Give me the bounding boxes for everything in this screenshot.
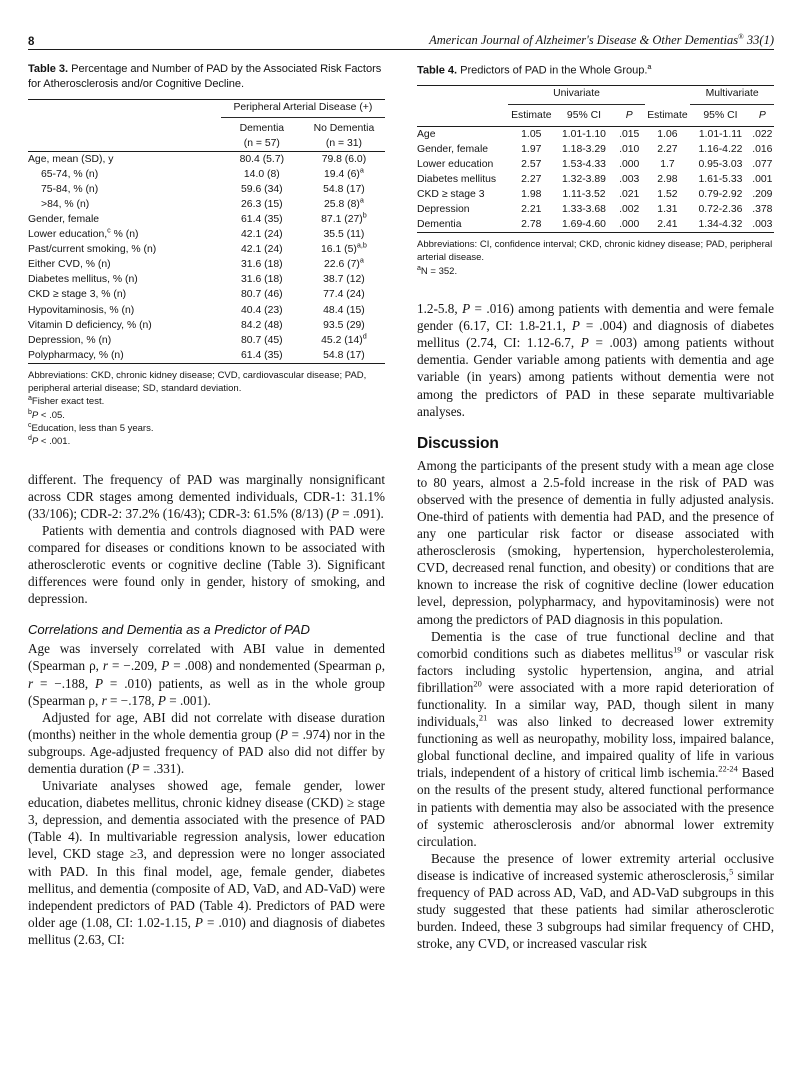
row-label: CKD ≥ stage 3 <box>417 188 485 200</box>
row-label: Dementia <box>417 217 508 233</box>
table3-group-header: Peripheral Arterial Disease (+) <box>221 99 385 117</box>
row-dementia-value: 80.7 (46) <box>241 289 283 301</box>
row-nodementia-value: 25.8 (8)$^a$ <box>324 195 364 210</box>
table-row <box>28 212 385 227</box>
registered-trademark-icon: ® <box>738 31 744 41</box>
table3-note-c: $^c$Education, less than 5 years. <box>28 421 154 435</box>
row-uni-p: .003 <box>619 173 640 185</box>
header-divider <box>28 49 774 50</box>
row-dementia-value: 40.4 (23) <box>241 304 283 316</box>
row-label: Lower education <box>417 158 494 170</box>
table-row <box>28 197 385 212</box>
table-row <box>417 142 774 157</box>
row-nodementia-value: 48.4 (15) <box>323 304 365 316</box>
table4-empty-corner <box>417 86 508 104</box>
table3-label: Table 3. <box>28 63 69 75</box>
table3-col-nodementia-n: (n = 31) <box>303 136 385 152</box>
row-label: Polypharmacy, % (n) <box>28 348 221 364</box>
table-row <box>417 187 774 202</box>
row-multi-estimate: 1.7 <box>660 158 675 170</box>
row-uni-p: .002 <box>619 203 640 215</box>
table-row <box>417 202 774 217</box>
table-row <box>28 167 385 182</box>
row-multi-p: .001 <box>752 173 773 185</box>
row-dementia-value: 80.7 (45) <box>241 334 283 346</box>
row-label: Hypovitaminosis, % (n) <box>28 304 135 316</box>
left-column <box>28 62 385 1078</box>
journal-title-text: American Journal of Alzheimer's Disease & Other Dementias <box>429 33 739 47</box>
table-row <box>417 157 774 172</box>
table4-subheader-multi-estimate: Estimate <box>645 104 691 126</box>
row-label: Gender, female <box>417 143 489 155</box>
row-label: 65-74, % (n) <box>41 168 99 180</box>
row-uni-p: .000 <box>619 158 640 170</box>
table-row <box>417 172 774 187</box>
row-dementia-value: 61.4 (35) <box>241 214 283 226</box>
table3-note-a: $^a$Fisher exact test. <box>28 395 105 408</box>
row-uni-ci: 1.53-4.33 <box>562 158 606 170</box>
table3-abbreviations: Abbreviations: CKD, chronic kidney disease; CVD, cardiovascular disease; PAD, peripheral arterial disease; SD, standard deviation. <box>28 369 367 395</box>
right-para-continued: 1.2-5.8, P = .016) among patients with dementia and were female gender (6.17, CI: 1.8-21.1, P = .004) and diagnosis of diabetes mellitus (2.74, CI: 1.12-6.7, P = .003) among patients without dementia. Gender variable among patients with dementia and age variable (in years) among patients without dementia were not among the predictors of PAD in these separate multivariable analyses. <box>417 301 774 419</box>
journal-running-title <box>429 32 774 48</box>
table3-group-header-row <box>28 99 385 117</box>
table-row <box>28 348 385 364</box>
row-multi-estimate: 1.31 <box>657 203 678 215</box>
table3-subheader-row-1 <box>28 117 385 136</box>
table-row <box>28 182 385 197</box>
spacer <box>28 453 385 471</box>
row-label: Lower education,$^c$ % (n) <box>28 225 139 241</box>
row-uni-estimate: 2.27 <box>521 173 542 185</box>
table-row <box>28 272 385 287</box>
row-multi-ci: 0.79-2.92 <box>698 188 743 200</box>
row-label: Either CVD, % (n) <box>28 259 111 271</box>
issue-number: 33(1) <box>746 33 774 47</box>
table4-group-header-multivariate: Multivariate <box>690 86 774 104</box>
table-row <box>28 227 385 242</box>
left-para-adjusted: Adjusted for age, ABI did not correlate with disease duration (months) neither in the whole dementia group (P = .974) nor in the subgroups. Age-adjusted frequency of PAD also did not differ by dementia duration (P = .331). <box>28 709 385 777</box>
row-multi-p: .378 <box>752 203 773 215</box>
table3-caption-text: Percentage and Number of PAD by the Associated Risk Factors for Atherosclerosis and/or Cognitive Decline. <box>28 63 382 90</box>
row-uni-ci: 1.01-1.10 <box>562 128 606 140</box>
row-nodementia-value: 38.7 (12) <box>323 274 365 286</box>
row-uni-ci: 1.69-4.60 <box>554 217 614 233</box>
row-label: Depression, % (n) <box>28 334 112 346</box>
row-multi-p: .016 <box>752 143 773 155</box>
row-uni-ci: 1.33-3.68 <box>562 203 606 215</box>
row-dementia-value: 26.3 (15) <box>241 198 283 210</box>
row-dementia-value: 31.6 (18) <box>241 259 283 271</box>
row-nodementia-value: 22.6 (7)$^a$ <box>324 255 364 271</box>
right-para-dementia: Dementia is the case of true functional decline and that comorbid conditions such as diabetes mellitus$^{19}$ or vascular risk factors including systolic hypertension, angina, and atrial fibrillation$^{20}$ were associated with a more rapid deterioration of functionality. In a similar way, PAD, though silent in many individuals,$^{21}$ was also linked to decreased lower extremity functioning as well as neuropathy, mobility loss, impaired balance, global functional decline, and impaired quality of life in various trials, independent of a history of critical limb ischemia.$^{22-24}$ Based on the results of the present study, altered functional performance in patients with dementia may also be associated with the presence of systemic atherosclerosis and/or abnormal lower extremity circulation. <box>417 628 774 849</box>
row-nodementia-value: 19.4 (6)$^a$ <box>324 165 364 180</box>
row-multi-estimate: 2.98 <box>657 173 678 185</box>
table4-caption-text: Predictors of PAD in the Whole Group. <box>460 64 648 77</box>
row-label: Depression <box>417 203 470 215</box>
table3-caption <box>28 62 385 92</box>
left-para-univariate: Univariate analyses showed age, female gender, lower education, diabetes mellitus, chronic kidney disease (CKD) ≥ stage 3, depression, and dementia associated with the presence of PAD (Table 4). In multivariable regression analysis, lower education level, CKD stage ≥3, and depression were no longer associated with PAD. In this final model, age, female gender, diabetes mellitus, and dementia (composite of AD, VaD, and AD-VaD) were independent predictors of PAD (Table 4). Predictors of PAD were older age (1.08, CI: 1.02-1.15, P = .010) and diagnosis of diabetes mellitus (2.63, CI: <box>28 778 386 947</box>
spacer <box>417 282 774 300</box>
row-multi-ci: 1.16-4.22 <box>698 143 743 155</box>
table4-subheader-uni-estimate: Estimate <box>508 104 554 126</box>
row-multi-ci: 0.95-3.03 <box>698 158 743 170</box>
table3-col-dementia-n: (n = 57) <box>221 136 303 152</box>
table4-empty-cell <box>417 104 508 126</box>
table-row <box>28 287 385 302</box>
row-multi-p: .003 <box>751 217 774 233</box>
row-dementia-value: 80.4 (5.7) <box>239 153 285 165</box>
right-para-because: Because the presence of lower extremity arterial occlusive disease is indicative of increased systemic atherosclerosis,$^5$ similar frequency of PAD across AD, VaD, and AD-VaD subgroups in this study suggested that these patients had similar atherosclerotic burden. Indeed, these 3 subgroups had similar frequency of CHD, stroke, any CVD, or increased vascular risk <box>417 850 774 952</box>
table3-notes <box>28 369 385 449</box>
table4-subheader-row <box>417 104 774 126</box>
row-uni-estimate: 2.78 <box>508 217 554 233</box>
table4-block <box>417 62 774 278</box>
left-para-continued: different. The frequency of PAD was marginally nonsignificant across CDR stages among demented individuals, CDR-1: 31.1% (33/106); CDR-2: 37.2% (16/43); CDR-3: 61.5% (8/13) (P = .091). <box>28 471 385 521</box>
row-nodementia-value: 87.1 (27)$^b$ <box>321 210 367 226</box>
row-multi-estimate: 2.41 <box>645 217 691 233</box>
row-uni-ci: 1.32-3.89 <box>562 173 606 185</box>
table4-subheader-uni-p: P <box>614 104 645 126</box>
left-para-patients: Patients with dementia and controls diagnosed with PAD were compared for diseases or conditions known to be associated with atherosclerotic events or cognitive decline (Table 3). Significant differences were found only in gender, history of smoking, and depression. <box>28 522 385 607</box>
subsection-heading-correlations: Correlations and Dementia as a Predictor of PAD <box>28 622 310 638</box>
row-label: Diabetes mellitus, % (n) <box>28 274 138 286</box>
row-nodementia-value: 16.1 (5)$^{a,b}$ <box>321 240 367 256</box>
row-label: Age, mean (SD), y <box>28 153 114 165</box>
right-column <box>417 62 774 1078</box>
row-nodementia-value: 54.8 (17) <box>303 348 385 364</box>
row-uni-estimate: 1.98 <box>521 188 542 200</box>
table-row <box>417 126 774 142</box>
table-row <box>28 318 385 333</box>
row-nodementia-value: 45.2 (14)$^d$ <box>321 331 367 346</box>
table-row <box>417 217 774 233</box>
row-nodementia-value: 79.8 (6.0) <box>321 153 367 165</box>
row-dementia-value: 61.4 (35) <box>221 348 303 364</box>
right-para-among: Among the participants of the present study with a mean age close to 80 years, almost a 2.5-fold increase in the risk of PAD was observed with the presence of dementia in fully adjusted analysis. One-third of patients with dementia had PAD, and the presence of any one particular risk factor or disease associated with atherosclerosis (smoking, hypertension, hypercholesterolemia, CVD, decreased renal function, and obesity) or conditions that are known to increase the risk of cognitive decline (lower education level, depression, polypharmacy, and hypovitaminosis) were not among the predictors of PAD diagnosis in this population. <box>417 457 774 627</box>
table4-label: Table 4. <box>417 64 458 77</box>
table4-caption-footnote-marker: a <box>647 62 652 71</box>
table-row <box>28 151 385 167</box>
section-heading-discussion: Discussion <box>417 434 499 452</box>
row-label: Diabetes mellitus <box>417 173 497 185</box>
table3-note-b: $^b$P < .05. <box>28 408 65 421</box>
row-label: 75-84, % (n) <box>41 183 99 195</box>
row-uni-ci: 1.11-3.52 <box>562 188 606 200</box>
row-uni-p: .021 <box>619 188 640 200</box>
row-label: Gender, female <box>28 214 100 226</box>
row-label: Vitamin D deficiency, % (n) <box>28 319 152 331</box>
table4-subheader-multi-p: P <box>751 104 774 126</box>
table-row <box>28 242 385 257</box>
row-uni-p: .010 <box>619 143 640 155</box>
row-uni-estimate: 2.21 <box>521 203 542 215</box>
table4-subheader-multi-ci: 95% CI <box>690 104 750 126</box>
table4-subheader-uni-ci: 95% CI <box>554 104 614 126</box>
row-dementia-value: 31.6 (18) <box>241 274 283 286</box>
row-nodementia-value: 93.5 (29) <box>323 319 365 331</box>
row-uni-estimate: 1.97 <box>521 143 542 155</box>
table3-note-d: $^d$P < .001. <box>28 435 71 448</box>
table3-empty-corner <box>28 99 221 117</box>
table4-abbreviations: Abbreviations: CI, confidence interval; CKD, chronic kidney disease; PAD, peripheral arterial disease. <box>417 239 773 264</box>
table4-group-header-row <box>417 86 774 104</box>
table3-subheader-row-2 <box>28 136 385 152</box>
row-multi-estimate: 1.06 <box>657 128 678 140</box>
table4-group-header-univariate: Univariate <box>508 86 644 104</box>
row-nodementia-value: 35.5 (11) <box>323 229 365 241</box>
row-multi-p: .077 <box>752 158 773 170</box>
row-multi-ci: 1.61-5.33 <box>698 173 743 185</box>
table-row <box>28 257 385 272</box>
row-dementia-value: 84.2 (48) <box>241 319 283 331</box>
row-uni-estimate: 2.57 <box>521 158 542 170</box>
row-multi-estimate: 2.27 <box>657 143 678 155</box>
row-nodementia-value: 54.8 (17) <box>323 183 365 195</box>
row-multi-p: .022 <box>752 128 773 140</box>
table3 <box>28 99 385 364</box>
table3-block <box>28 62 385 449</box>
row-label: Past/current smoking, % (n) <box>28 244 157 256</box>
table-row <box>28 303 385 318</box>
running-head <box>28 22 774 48</box>
row-multi-p: .209 <box>752 188 773 200</box>
row-dementia-value: 14.0 (8) <box>243 168 280 180</box>
row-dementia-value: 42.1 (24) <box>241 229 283 241</box>
table4-caption <box>417 62 774 78</box>
row-uni-p: .000 <box>614 217 645 233</box>
page-number: 8 <box>28 36 35 48</box>
row-multi-estimate: 1.52 <box>657 188 678 200</box>
table4-notes <box>417 238 774 278</box>
row-multi-ci: 1.34-4.32 <box>690 217 750 233</box>
row-label: >84, % (n) <box>41 198 90 210</box>
table-row <box>28 333 385 348</box>
row-uni-estimate: 1.05 <box>521 128 542 140</box>
row-uni-p: .015 <box>619 128 640 140</box>
table4 <box>417 85 774 233</box>
two-column-layout <box>28 62 774 1078</box>
row-dementia-value: 42.1 (24) <box>241 244 283 256</box>
left-para-age: Age was inversely correlated with ABI value in demented (Spearman ρ, r = −.209, P = .008) and nondemented (Spearman ρ, r = −.188, P = .010) patients, as well as in the whole group (Spearman ρ, r = −.178, P = .001). <box>28 641 386 708</box>
row-label: CKD ≥ stage 3, % (n) <box>28 289 127 301</box>
row-uni-ci: 1.18-3.29 <box>562 143 606 155</box>
row-nodementia-value: 77.4 (24) <box>323 289 365 301</box>
table4-note-a: $^a$N = 352. <box>417 264 458 277</box>
table3-col-dementia-label: Dementia <box>239 122 285 134</box>
row-label: Age <box>417 128 436 140</box>
row-multi-ci: 1.01-1.11 <box>698 128 743 140</box>
table3-empty-cell <box>28 117 221 136</box>
table3-col-nodementia-label: No Dementia <box>313 122 375 134</box>
table3-empty-cell-2 <box>28 136 221 152</box>
row-multi-ci: 0.72-2.36 <box>698 203 743 215</box>
row-dementia-value: 59.6 (34) <box>241 183 283 195</box>
